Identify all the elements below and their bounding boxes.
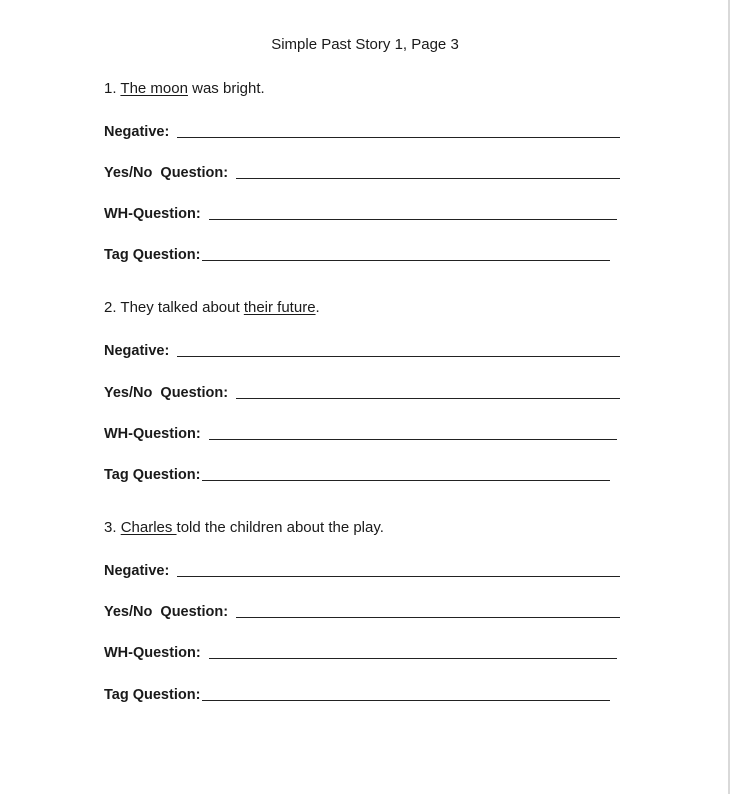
- sentence-1: [104, 80, 265, 97]
- wh-question-row-1: [104, 202, 617, 222]
- tag-question-label: Tag Question:: [104, 247, 201, 263]
- wh-question-label: WH-Question:: [104, 645, 201, 661]
- answer-line[interactable]: [177, 356, 620, 357]
- answer-line[interactable]: [209, 219, 617, 220]
- tag-question-row-1: [104, 243, 610, 263]
- negative-row-3: [104, 559, 620, 579]
- item-number: 1.: [104, 80, 117, 97]
- tag-question-label: Tag Question:: [104, 467, 201, 483]
- yes-no-label: Yes/No Question:: [104, 604, 229, 620]
- tag-question-label: Tag Question:: [104, 687, 201, 703]
- sentence-rest: told the children about the play.: [176, 519, 384, 536]
- underlined-object: their future: [243, 299, 316, 316]
- sentence-3: [104, 519, 384, 536]
- yes-no-row-3: [104, 600, 620, 620]
- wh-question-row-2: [104, 422, 617, 442]
- answer-line[interactable]: [236, 398, 620, 399]
- negative-label: Negative:: [104, 343, 170, 359]
- yes-no-label: Yes/No Question:: [104, 165, 229, 181]
- wh-question-label: WH-Question:: [104, 426, 201, 442]
- wh-question-label: WH-Question:: [104, 206, 201, 222]
- answer-line[interactable]: [236, 178, 620, 179]
- answer-line[interactable]: [236, 617, 620, 618]
- item-number: 3.: [104, 519, 117, 536]
- yes-no-row-1: [104, 161, 620, 181]
- page-title: Simple Past Story 1, Page 3: [271, 36, 459, 53]
- answer-line[interactable]: [177, 576, 620, 577]
- yes-no-label: Yes/No Question:: [104, 385, 229, 401]
- underlined-subject: The moon: [120, 80, 188, 97]
- sentence-rest: .: [315, 299, 320, 316]
- yes-no-row-2: [104, 381, 620, 401]
- answer-line[interactable]: [202, 260, 610, 261]
- answer-line[interactable]: [202, 700, 610, 701]
- tag-question-row-2: [104, 463, 610, 483]
- negative-label: Negative:: [104, 563, 170, 579]
- negative-label: Negative:: [104, 124, 170, 140]
- wh-question-row-3: [104, 641, 617, 661]
- underlined-subject: Charles: [120, 519, 177, 536]
- answer-line[interactable]: [202, 480, 610, 481]
- item-number: 2.: [104, 299, 117, 316]
- answer-line[interactable]: [209, 658, 617, 659]
- answer-line[interactable]: [209, 439, 617, 440]
- answer-line[interactable]: [177, 137, 620, 138]
- sentence-rest: was bright.: [187, 80, 265, 97]
- negative-row-1: [104, 120, 620, 140]
- negative-row-2: [104, 339, 620, 359]
- sentence-2: [104, 299, 320, 316]
- sentence-before: They talked about: [116, 299, 244, 316]
- tag-question-row-3: [104, 683, 610, 703]
